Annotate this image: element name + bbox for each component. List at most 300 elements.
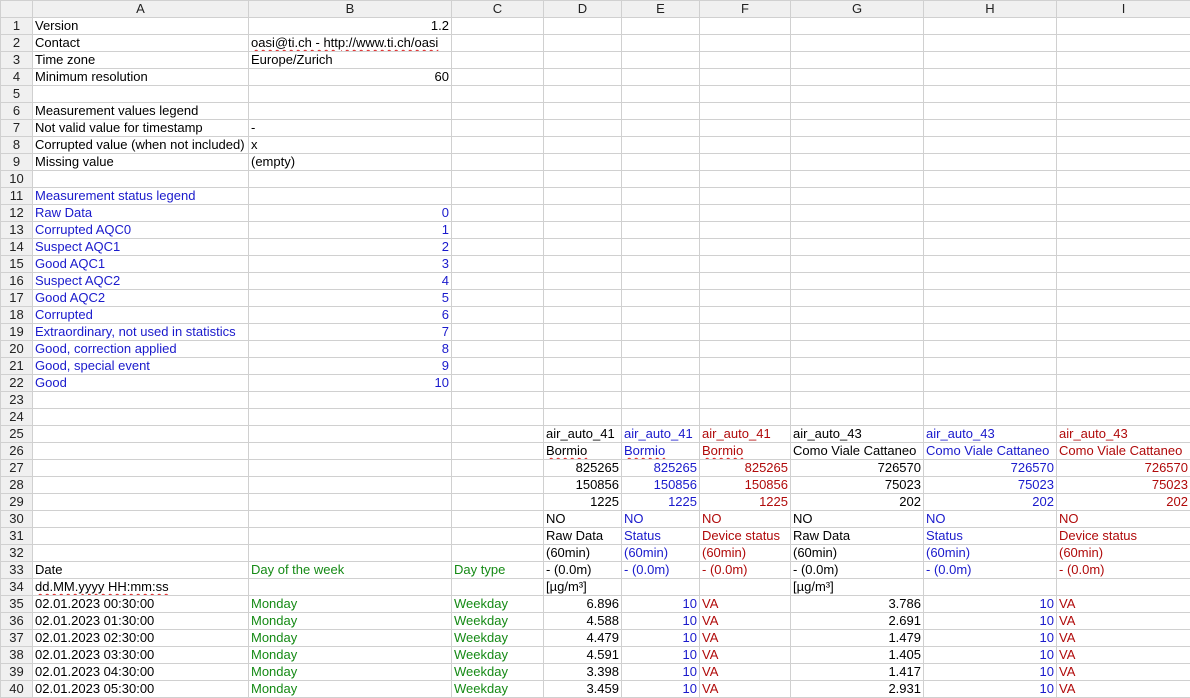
row-header[interactable]: 26 bbox=[1, 443, 33, 460]
cell-e[interactable] bbox=[622, 613, 700, 630]
row-header[interactable]: 31 bbox=[1, 528, 33, 545]
cell-i[interactable] bbox=[1057, 477, 1190, 494]
cell-c[interactable] bbox=[452, 596, 544, 613]
cell-a[interactable] bbox=[33, 562, 249, 579]
cell-g[interactable] bbox=[791, 562, 924, 579]
cell-i[interactable] bbox=[1057, 137, 1190, 154]
cell-f[interactable] bbox=[700, 477, 791, 494]
cell-e[interactable] bbox=[622, 545, 700, 562]
cell-b[interactable] bbox=[249, 307, 452, 324]
row-header[interactable]: 9 bbox=[1, 154, 33, 171]
cell-e[interactable] bbox=[622, 307, 700, 324]
cell-e[interactable] bbox=[622, 256, 700, 273]
row-header[interactable]: 22 bbox=[1, 375, 33, 392]
cell-e[interactable] bbox=[622, 154, 700, 171]
cell-c[interactable] bbox=[452, 18, 544, 35]
cell-c[interactable] bbox=[452, 86, 544, 103]
cell-c[interactable] bbox=[452, 290, 544, 307]
cell-d[interactable] bbox=[544, 18, 622, 35]
row-header[interactable]: 40 bbox=[1, 681, 33, 698]
cell-e[interactable] bbox=[622, 239, 700, 256]
cell-h[interactable] bbox=[924, 613, 1057, 630]
cell-g[interactable] bbox=[791, 613, 924, 630]
cell-g[interactable] bbox=[791, 52, 924, 69]
cell-g[interactable] bbox=[791, 307, 924, 324]
cell-h[interactable] bbox=[924, 358, 1057, 375]
cell-a[interactable] bbox=[33, 239, 249, 256]
cell-g[interactable] bbox=[791, 86, 924, 103]
cell-g[interactable] bbox=[791, 137, 924, 154]
cell-h[interactable] bbox=[924, 69, 1057, 86]
cell-g[interactable] bbox=[791, 545, 924, 562]
cell-h[interactable] bbox=[924, 307, 1057, 324]
cell-a[interactable] bbox=[33, 443, 249, 460]
cell-c[interactable] bbox=[452, 613, 544, 630]
column-header-d[interactable]: D bbox=[544, 1, 622, 18]
cell-e[interactable] bbox=[622, 562, 700, 579]
cell-e[interactable] bbox=[622, 188, 700, 205]
cell-h[interactable] bbox=[924, 120, 1057, 137]
cell-b[interactable] bbox=[249, 681, 452, 698]
cell-i[interactable] bbox=[1057, 613, 1190, 630]
row-header[interactable]: 14 bbox=[1, 239, 33, 256]
row-header[interactable]: 3 bbox=[1, 52, 33, 69]
cell-d[interactable] bbox=[544, 596, 622, 613]
row-header[interactable]: 39 bbox=[1, 664, 33, 681]
column-header-a[interactable]: A bbox=[33, 1, 249, 18]
cell-a[interactable] bbox=[33, 511, 249, 528]
cell-h[interactable] bbox=[924, 290, 1057, 307]
cell-a[interactable] bbox=[33, 120, 249, 137]
cell-g[interactable] bbox=[791, 171, 924, 188]
cell-b[interactable] bbox=[249, 545, 452, 562]
row-header[interactable]: 12 bbox=[1, 205, 33, 222]
cell-d[interactable] bbox=[544, 494, 622, 511]
cell-i[interactable] bbox=[1057, 460, 1190, 477]
cell-e[interactable] bbox=[622, 392, 700, 409]
cell-g[interactable] bbox=[791, 69, 924, 86]
cell-c[interactable] bbox=[452, 69, 544, 86]
cell-b[interactable] bbox=[249, 630, 452, 647]
cell-i[interactable] bbox=[1057, 375, 1190, 392]
cell-b[interactable] bbox=[249, 443, 452, 460]
cell-e[interactable] bbox=[622, 596, 700, 613]
cell-f[interactable] bbox=[700, 426, 791, 443]
cell-e[interactable] bbox=[622, 86, 700, 103]
cell-g[interactable] bbox=[791, 205, 924, 222]
cell-b[interactable] bbox=[249, 69, 452, 86]
cell-d[interactable] bbox=[544, 52, 622, 69]
cell-h[interactable] bbox=[924, 188, 1057, 205]
cell-a[interactable] bbox=[33, 35, 249, 52]
cell-c[interactable] bbox=[452, 103, 544, 120]
cell-e[interactable] bbox=[622, 171, 700, 188]
cell-d[interactable] bbox=[544, 239, 622, 256]
column-header-c[interactable]: C bbox=[452, 1, 544, 18]
cell-e[interactable] bbox=[622, 664, 700, 681]
cell-g[interactable] bbox=[791, 460, 924, 477]
cell-i[interactable] bbox=[1057, 494, 1190, 511]
cell-a[interactable] bbox=[33, 426, 249, 443]
cell-e[interactable] bbox=[622, 103, 700, 120]
cell-c[interactable] bbox=[452, 171, 544, 188]
cell-i[interactable] bbox=[1057, 528, 1190, 545]
cell-g[interactable] bbox=[791, 290, 924, 307]
cell-e[interactable] bbox=[622, 222, 700, 239]
cell-b[interactable] bbox=[249, 477, 452, 494]
cell-f[interactable] bbox=[700, 511, 791, 528]
cell-h[interactable] bbox=[924, 443, 1057, 460]
cell-a[interactable] bbox=[33, 69, 249, 86]
cell-i[interactable] bbox=[1057, 630, 1190, 647]
cell-f[interactable] bbox=[700, 443, 791, 460]
cell-g[interactable] bbox=[791, 443, 924, 460]
cell-h[interactable] bbox=[924, 409, 1057, 426]
cell-f[interactable] bbox=[700, 103, 791, 120]
cell-c[interactable] bbox=[452, 443, 544, 460]
cell-i[interactable] bbox=[1057, 596, 1190, 613]
cell-h[interactable] bbox=[924, 86, 1057, 103]
row-header[interactable]: 13 bbox=[1, 222, 33, 239]
row-header[interactable]: 30 bbox=[1, 511, 33, 528]
row-header[interactable]: 23 bbox=[1, 392, 33, 409]
cell-e[interactable] bbox=[622, 137, 700, 154]
cell-a[interactable] bbox=[33, 596, 249, 613]
cell-f[interactable] bbox=[700, 545, 791, 562]
cell-c[interactable] bbox=[452, 256, 544, 273]
cell-c[interactable] bbox=[452, 188, 544, 205]
cell-i[interactable] bbox=[1057, 562, 1190, 579]
cell-h[interactable] bbox=[924, 103, 1057, 120]
column-header-f[interactable]: F bbox=[700, 1, 791, 18]
cell-h[interactable] bbox=[924, 562, 1057, 579]
cell-b[interactable] bbox=[249, 86, 452, 103]
cell-d[interactable] bbox=[544, 681, 622, 698]
cell-e[interactable] bbox=[622, 477, 700, 494]
cell-b[interactable] bbox=[249, 137, 452, 154]
cell-i[interactable] bbox=[1057, 239, 1190, 256]
cell-b[interactable] bbox=[249, 647, 452, 664]
cell-g[interactable] bbox=[791, 35, 924, 52]
cell-e[interactable] bbox=[622, 681, 700, 698]
cell-a[interactable] bbox=[33, 681, 249, 698]
cell-i[interactable] bbox=[1057, 426, 1190, 443]
cell-b[interactable] bbox=[249, 528, 452, 545]
cell-i[interactable] bbox=[1057, 222, 1190, 239]
cell-a[interactable] bbox=[33, 222, 249, 239]
cell-c[interactable] bbox=[452, 273, 544, 290]
cell-d[interactable] bbox=[544, 137, 622, 154]
cell-i[interactable] bbox=[1057, 443, 1190, 460]
cell-d[interactable] bbox=[544, 256, 622, 273]
cell-c[interactable] bbox=[452, 511, 544, 528]
cell-f[interactable] bbox=[700, 562, 791, 579]
cell-f[interactable] bbox=[700, 307, 791, 324]
cell-i[interactable] bbox=[1057, 647, 1190, 664]
cell-h[interactable] bbox=[924, 426, 1057, 443]
cell-f[interactable] bbox=[700, 273, 791, 290]
row-header[interactable]: 19 bbox=[1, 324, 33, 341]
cell-d[interactable] bbox=[544, 613, 622, 630]
cell-f[interactable] bbox=[700, 324, 791, 341]
cell-g[interactable] bbox=[791, 273, 924, 290]
cell-b[interactable] bbox=[249, 460, 452, 477]
cell-e[interactable] bbox=[622, 511, 700, 528]
cell-d[interactable] bbox=[544, 222, 622, 239]
cell-a[interactable] bbox=[33, 358, 249, 375]
cell-a[interactable] bbox=[33, 307, 249, 324]
cell-i[interactable] bbox=[1057, 307, 1190, 324]
row-header[interactable]: 8 bbox=[1, 137, 33, 154]
cell-i[interactable] bbox=[1057, 154, 1190, 171]
cell-g[interactable] bbox=[791, 494, 924, 511]
cell-d[interactable] bbox=[544, 443, 622, 460]
cell-c[interactable] bbox=[452, 460, 544, 477]
row-header[interactable]: 24 bbox=[1, 409, 33, 426]
select-all-corner[interactable] bbox=[1, 1, 33, 18]
cell-g[interactable] bbox=[791, 426, 924, 443]
cell-i[interactable] bbox=[1057, 273, 1190, 290]
cell-b[interactable] bbox=[249, 222, 452, 239]
cell-a[interactable] bbox=[33, 494, 249, 511]
cell-b[interactable] bbox=[249, 103, 452, 120]
cell-b[interactable] bbox=[249, 511, 452, 528]
cell-b[interactable] bbox=[249, 392, 452, 409]
cell-f[interactable] bbox=[700, 256, 791, 273]
cell-a[interactable] bbox=[33, 392, 249, 409]
cell-e[interactable] bbox=[622, 375, 700, 392]
cell-h[interactable] bbox=[924, 664, 1057, 681]
cell-h[interactable] bbox=[924, 256, 1057, 273]
cell-e[interactable] bbox=[622, 647, 700, 664]
cell-e[interactable] bbox=[622, 324, 700, 341]
cell-g[interactable] bbox=[791, 681, 924, 698]
cell-b[interactable] bbox=[249, 120, 452, 137]
cell-c[interactable] bbox=[452, 426, 544, 443]
cell-f[interactable] bbox=[700, 341, 791, 358]
cell-h[interactable] bbox=[924, 137, 1057, 154]
cell-f[interactable] bbox=[700, 290, 791, 307]
cell-g[interactable] bbox=[791, 341, 924, 358]
cell-c[interactable] bbox=[452, 52, 544, 69]
cell-d[interactable] bbox=[544, 171, 622, 188]
row-header[interactable]: 38 bbox=[1, 647, 33, 664]
row-header[interactable]: 16 bbox=[1, 273, 33, 290]
row-header[interactable]: 36 bbox=[1, 613, 33, 630]
cell-h[interactable] bbox=[924, 18, 1057, 35]
column-header-h[interactable]: H bbox=[924, 1, 1057, 18]
cell-h[interactable] bbox=[924, 341, 1057, 358]
cell-f[interactable] bbox=[700, 222, 791, 239]
cell-h[interactable] bbox=[924, 392, 1057, 409]
cell-e[interactable] bbox=[622, 494, 700, 511]
cell-h[interactable] bbox=[924, 494, 1057, 511]
cell-h[interactable] bbox=[924, 222, 1057, 239]
cell-c[interactable] bbox=[452, 120, 544, 137]
cell-a[interactable] bbox=[33, 52, 249, 69]
cell-e[interactable] bbox=[622, 579, 700, 596]
cell-f[interactable] bbox=[700, 613, 791, 630]
cell-b[interactable] bbox=[249, 358, 452, 375]
cell-d[interactable] bbox=[544, 630, 622, 647]
cell-c[interactable] bbox=[452, 409, 544, 426]
cell-e[interactable] bbox=[622, 120, 700, 137]
row-header[interactable]: 33 bbox=[1, 562, 33, 579]
cell-a[interactable] bbox=[33, 86, 249, 103]
cell-g[interactable] bbox=[791, 528, 924, 545]
cell-c[interactable] bbox=[452, 222, 544, 239]
cell-b[interactable] bbox=[249, 52, 452, 69]
cell-f[interactable] bbox=[700, 647, 791, 664]
cell-b[interactable] bbox=[249, 18, 452, 35]
cell-d[interactable] bbox=[544, 205, 622, 222]
row-header[interactable]: 32 bbox=[1, 545, 33, 562]
row-header[interactable]: 11 bbox=[1, 188, 33, 205]
cell-f[interactable] bbox=[700, 18, 791, 35]
cell-h[interactable] bbox=[924, 52, 1057, 69]
cell-g[interactable] bbox=[791, 188, 924, 205]
cell-i[interactable] bbox=[1057, 681, 1190, 698]
cell-a[interactable] bbox=[33, 188, 249, 205]
cell-b[interactable] bbox=[249, 256, 452, 273]
cell-f[interactable] bbox=[700, 460, 791, 477]
cell-f[interactable] bbox=[700, 579, 791, 596]
cell-e[interactable] bbox=[622, 460, 700, 477]
cell-d[interactable] bbox=[544, 647, 622, 664]
cell-d[interactable] bbox=[544, 409, 622, 426]
cell-f[interactable] bbox=[700, 205, 791, 222]
cell-d[interactable] bbox=[544, 103, 622, 120]
cell-f[interactable] bbox=[700, 35, 791, 52]
cell-g[interactable] bbox=[791, 324, 924, 341]
cell-f[interactable] bbox=[700, 120, 791, 137]
cell-a[interactable] bbox=[33, 324, 249, 341]
cell-c[interactable] bbox=[452, 35, 544, 52]
cell-g[interactable] bbox=[791, 664, 924, 681]
cell-b[interactable] bbox=[249, 290, 452, 307]
row-header[interactable]: 6 bbox=[1, 103, 33, 120]
row-header[interactable]: 7 bbox=[1, 120, 33, 137]
cell-g[interactable] bbox=[791, 409, 924, 426]
cell-f[interactable] bbox=[700, 375, 791, 392]
cell-d[interactable] bbox=[544, 562, 622, 579]
cell-f[interactable] bbox=[700, 137, 791, 154]
cell-b[interactable] bbox=[249, 35, 452, 52]
column-header-b[interactable]: B bbox=[249, 1, 452, 18]
cell-h[interactable] bbox=[924, 681, 1057, 698]
cell-a[interactable] bbox=[33, 154, 249, 171]
cell-g[interactable] bbox=[791, 375, 924, 392]
cell-f[interactable] bbox=[700, 528, 791, 545]
cell-i[interactable] bbox=[1057, 171, 1190, 188]
cell-g[interactable] bbox=[791, 103, 924, 120]
cell-i[interactable] bbox=[1057, 341, 1190, 358]
cell-b[interactable] bbox=[249, 188, 452, 205]
cell-a[interactable] bbox=[33, 103, 249, 120]
cell-c[interactable] bbox=[452, 341, 544, 358]
cell-d[interactable] bbox=[544, 290, 622, 307]
cell-c[interactable] bbox=[452, 307, 544, 324]
cell-d[interactable] bbox=[544, 579, 622, 596]
cell-h[interactable] bbox=[924, 171, 1057, 188]
cell-g[interactable] bbox=[791, 630, 924, 647]
cell-i[interactable] bbox=[1057, 392, 1190, 409]
cell-g[interactable] bbox=[791, 579, 924, 596]
cell-f[interactable] bbox=[700, 154, 791, 171]
cell-e[interactable] bbox=[622, 69, 700, 86]
cell-c[interactable] bbox=[452, 664, 544, 681]
cell-a[interactable] bbox=[33, 205, 249, 222]
cell-a[interactable] bbox=[33, 460, 249, 477]
cell-b[interactable] bbox=[249, 596, 452, 613]
column-header-i[interactable]: I bbox=[1057, 1, 1190, 18]
row-header[interactable]: 27 bbox=[1, 460, 33, 477]
cell-b[interactable] bbox=[249, 664, 452, 681]
cell-h[interactable] bbox=[924, 477, 1057, 494]
cell-a[interactable] bbox=[33, 375, 249, 392]
row-header[interactable]: 10 bbox=[1, 171, 33, 188]
cell-d[interactable] bbox=[544, 392, 622, 409]
row-header[interactable]: 15 bbox=[1, 256, 33, 273]
cell-c[interactable] bbox=[452, 205, 544, 222]
cell-h[interactable] bbox=[924, 35, 1057, 52]
cell-e[interactable] bbox=[622, 341, 700, 358]
row-header[interactable]: 4 bbox=[1, 69, 33, 86]
cell-d[interactable] bbox=[544, 528, 622, 545]
cell-i[interactable] bbox=[1057, 205, 1190, 222]
row-header[interactable]: 28 bbox=[1, 477, 33, 494]
cell-i[interactable] bbox=[1057, 256, 1190, 273]
cell-a[interactable] bbox=[33, 545, 249, 562]
cell-a[interactable] bbox=[33, 647, 249, 664]
cell-g[interactable] bbox=[791, 18, 924, 35]
cell-e[interactable] bbox=[622, 35, 700, 52]
cell-i[interactable] bbox=[1057, 188, 1190, 205]
cell-f[interactable] bbox=[700, 630, 791, 647]
cell-c[interactable] bbox=[452, 137, 544, 154]
row-header[interactable]: 5 bbox=[1, 86, 33, 103]
cell-d[interactable] bbox=[544, 664, 622, 681]
cell-d[interactable] bbox=[544, 545, 622, 562]
cell-e[interactable] bbox=[622, 630, 700, 647]
cell-c[interactable] bbox=[452, 324, 544, 341]
cell-h[interactable] bbox=[924, 273, 1057, 290]
cell-d[interactable] bbox=[544, 426, 622, 443]
cell-d[interactable] bbox=[544, 460, 622, 477]
cell-a[interactable] bbox=[33, 613, 249, 630]
cell-e[interactable] bbox=[622, 528, 700, 545]
cell-f[interactable] bbox=[700, 494, 791, 511]
cell-h[interactable] bbox=[924, 647, 1057, 664]
cell-h[interactable] bbox=[924, 596, 1057, 613]
cell-a[interactable] bbox=[33, 664, 249, 681]
cell-f[interactable] bbox=[700, 392, 791, 409]
cell-d[interactable] bbox=[544, 375, 622, 392]
cell-i[interactable] bbox=[1057, 35, 1190, 52]
cell-h[interactable] bbox=[924, 375, 1057, 392]
cell-a[interactable] bbox=[33, 18, 249, 35]
cell-h[interactable] bbox=[924, 205, 1057, 222]
cell-d[interactable] bbox=[544, 341, 622, 358]
cell-a[interactable] bbox=[33, 409, 249, 426]
cell-c[interactable] bbox=[452, 545, 544, 562]
cell-d[interactable] bbox=[544, 511, 622, 528]
cell-i[interactable] bbox=[1057, 290, 1190, 307]
row-header[interactable]: 34 bbox=[1, 579, 33, 596]
cell-e[interactable] bbox=[622, 426, 700, 443]
cell-f[interactable] bbox=[700, 52, 791, 69]
row-header[interactable]: 35 bbox=[1, 596, 33, 613]
